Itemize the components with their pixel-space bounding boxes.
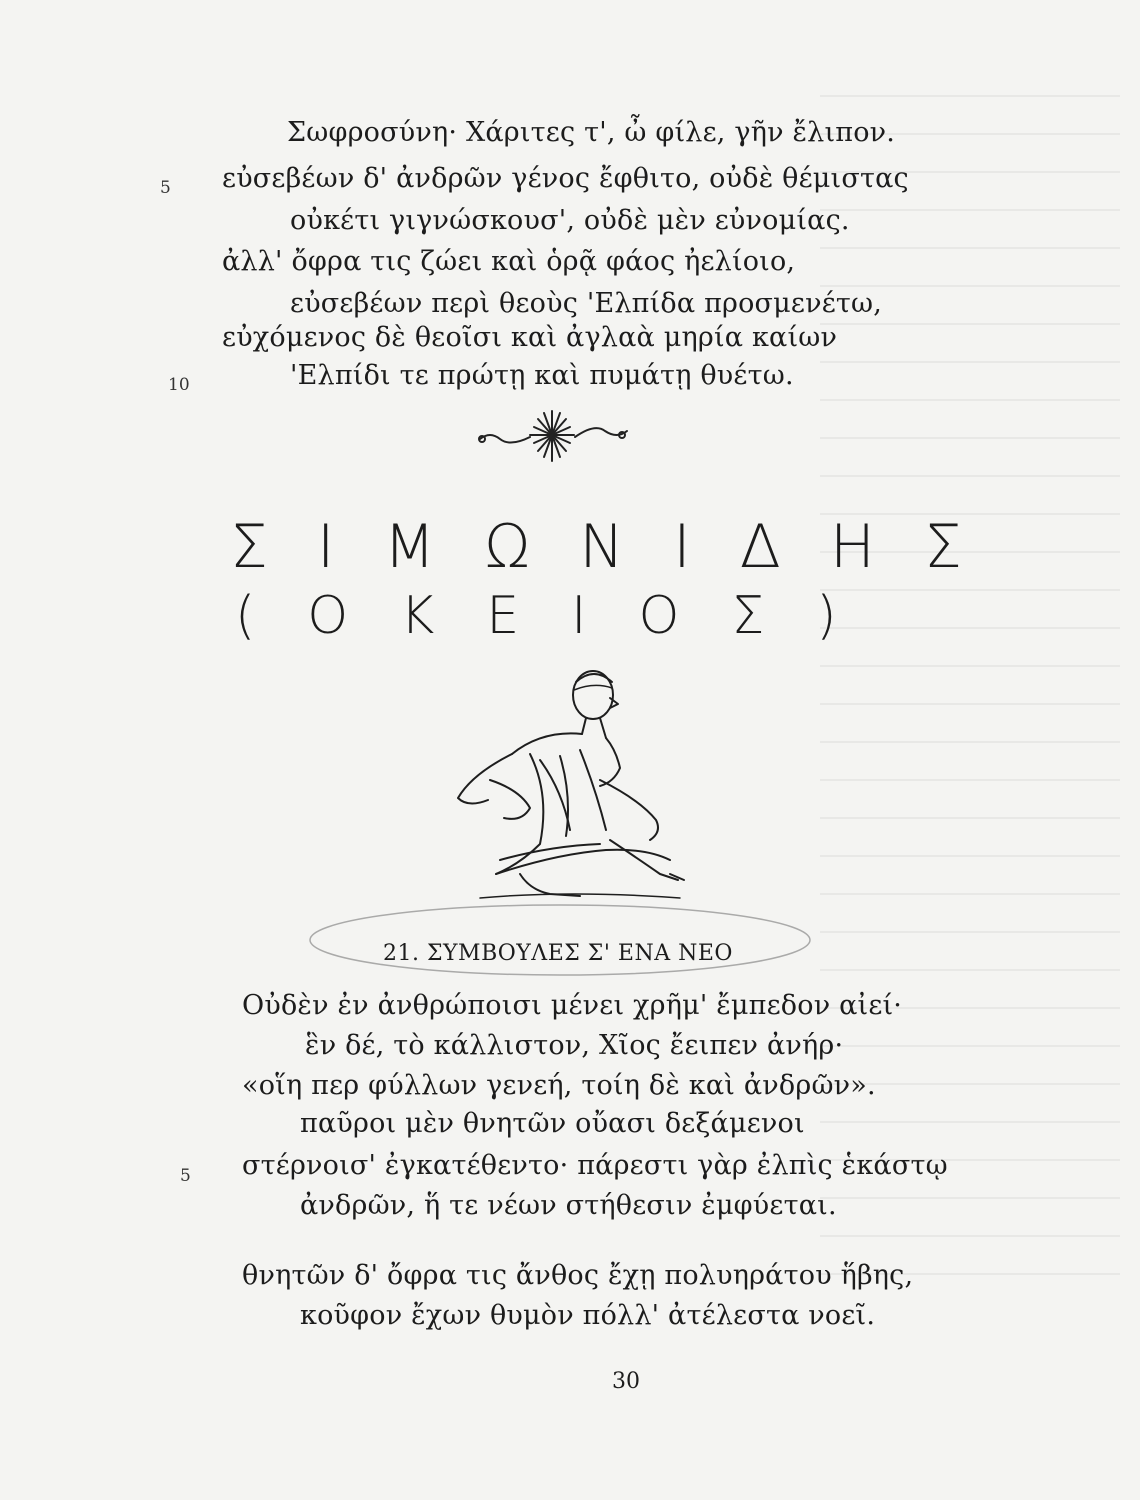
verse-line: παῦροι μὲν θνητῶν οὔασι δεξάμενοι: [300, 1108, 805, 1139]
verse-line: στέρνοισ' ἐγκατέθεντο· πάρεστι γὰρ ἐλπὶς ἑκάστῳ: [242, 1150, 948, 1181]
verse-line: εὐχόμενος δὲ θεοῖσι καὶ ἀγλαὰ μηρία καίων: [222, 322, 838, 353]
page-number: 30: [612, 1369, 640, 1394]
line-number: 5: [160, 178, 171, 198]
section-title: 21. ΣΥΜΒΟΥΛΕΣ Σ' ΕΝΑ ΝΕΟ: [383, 941, 733, 966]
sunburst-scroll-ornament-icon: [470, 405, 635, 465]
verse-line: ἓν δέ, τὸ κάλλιστον, Χῖος ἔειπεν ἀνήρ·: [305, 1030, 844, 1061]
verse-line: κοῦφον ἔχων θυμὸν πόλλ' ἀτέλεστα νοεῖ.: [300, 1300, 876, 1331]
line-number: 10: [168, 375, 190, 395]
verse-line: Σωφροσύνη· Χάριτες τ', ὦ φίλε, γῆν ἔλιπον.: [287, 117, 896, 148]
seated-youth-icon: [440, 660, 700, 910]
verse-line: Οὐδὲν ἐν ἀνθρώποισι μένει χρῆμ' ἔμπεδον αἰεί·: [242, 990, 903, 1021]
verse-line: «οἵη περ φύλλων γενεή, τοίη δὲ καὶ ἀνδρῶν».: [242, 1070, 876, 1101]
line-number: 5: [180, 1166, 191, 1186]
verse-line: εὐσεβέων δ' ἀνδρῶν γένος ἔφθιτο, οὐδὲ θέμιστας: [222, 163, 909, 194]
verse-line: οὐκέτι γιγνώσκουσ', οὐδὲ μὲν εὐνομίας.: [290, 205, 850, 236]
verse-line: 'Ελπίδι τε πρώτῃ καὶ πυμάτῃ θυέτω.: [290, 360, 794, 391]
show-through-text: [820, 95, 1120, 1295]
author-name: ΣΙΜΩΝΙΔΗΣ: [230, 512, 1011, 582]
author-origin: (ΟΚΕΙΟΣ): [235, 586, 889, 646]
verse-line: ἀνδρῶν, ἥ τε νέων στήθεσιν ἐμφύεται.: [300, 1190, 837, 1221]
verse-line: ἀλλ' ὄφρα τις ζώει καὶ ὁρᾷ φάος ἠελίοιο,: [222, 246, 796, 277]
verse-line: εὐσεβέων περὶ θεοὺς 'Ελπίδα προσμενέτω,: [290, 288, 883, 319]
verse-line: θνητῶν δ' ὄφρα τις ἄνθος ἔχῃ πολυηράτου ἥβης,: [242, 1260, 914, 1291]
